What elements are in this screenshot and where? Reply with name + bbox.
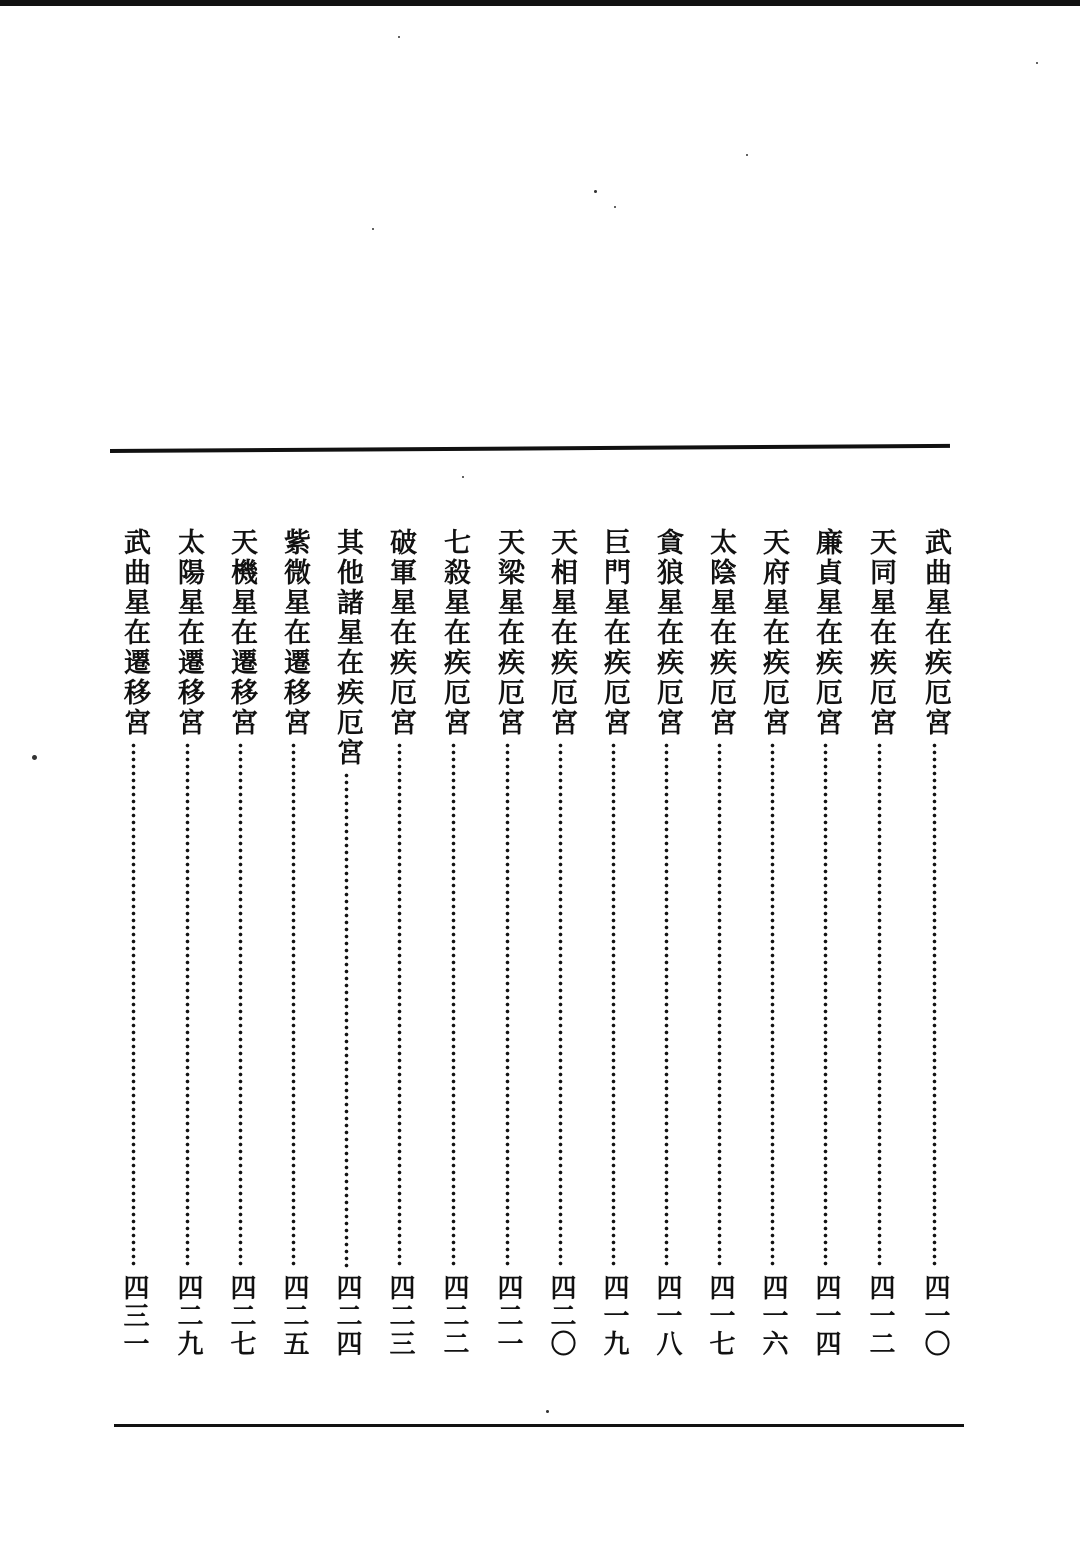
toc-entry-page: 四一六 [758,1274,788,1358]
toc-entry [860,528,900,1358]
dot-leader [770,742,775,1268]
dot-leader [185,742,190,1268]
toc-entry [221,528,261,1358]
toc-entry-title: 天同星在疾厄宮 [865,528,896,738]
toc-entry-page: 四三一 [119,1274,149,1358]
dot-leader [877,742,882,1268]
dot-leader [131,742,136,1268]
dot-leader [664,742,669,1268]
toc-entry [753,528,793,1358]
toc-entry-page: 四二七 [226,1274,256,1358]
toc-entry-title: 武曲星在疾厄宮 [920,528,951,738]
toc-entry [434,528,474,1358]
toc-entry-title: 其他諸星在疾厄宮 [332,528,363,768]
toc-entry-page: 四一〇 [920,1274,950,1358]
toc-entry-page: 四二〇 [546,1274,576,1358]
toc-entry-page: 四一四 [811,1274,841,1358]
toc-entry-title: 破軍星在疾厄宮 [385,528,416,738]
dot-leader [717,742,722,1268]
dot-leader [558,742,563,1268]
toc-entry-page: 四二四 [332,1274,362,1358]
dot-leader [932,742,937,1268]
toc-entry [700,528,740,1358]
toc-entry-title: 太陽星在遷移宮 [173,528,204,738]
toc-entry-title: 太陰星在疾厄宮 [705,528,736,738]
toc-entry [488,528,528,1358]
toc-entry-page: 四一二 [865,1274,895,1358]
toc-entry [327,528,367,1358]
toc-entry [168,528,208,1358]
toc-entry-title: 廉貞星在疾厄宮 [811,528,842,738]
toc-entry-page: 四一八 [652,1274,682,1358]
toc-entry-title: 紫微星在遷移宮 [279,528,310,738]
toc-entry-title: 天機星在遷移宮 [226,528,257,738]
toc-entry [647,528,687,1358]
toc-entry [915,528,955,1358]
toc-entry-page: 四一九 [599,1274,629,1358]
toc-entry-title: 貪狼星在疾厄宮 [652,528,683,738]
toc-entry-title: 天梁星在疾厄宮 [493,528,524,738]
toc-entry-title: 天府星在疾厄宮 [758,528,789,738]
toc-entry-title: 武曲星在遷移宮 [119,528,150,738]
toc-entry [594,528,634,1358]
dot-leader [451,742,456,1268]
toc-entry-page: 四二三 [385,1274,415,1358]
dot-leader [291,742,296,1268]
toc-entry [380,528,420,1358]
dot-leader [238,742,243,1268]
toc-entry-page: 四一七 [705,1274,735,1358]
dot-leader [611,742,616,1268]
toc-entry [274,528,314,1358]
toc-entry-page: 四二一 [493,1274,523,1358]
toc-entry-page: 四二五 [279,1274,309,1358]
toc-entry-page: 四二二 [439,1274,469,1358]
toc-entry [541,528,581,1358]
toc-entry [806,528,846,1358]
dot-leader [344,772,349,1268]
toc-entry-title: 巨門星在疾厄宮 [599,528,630,738]
dot-leader [505,742,510,1268]
toc-entry-page: 四二九 [173,1274,203,1358]
toc-entry-title: 七殺星在疾厄宮 [439,528,470,738]
dot-leader [397,742,402,1268]
dot-leader [823,742,828,1268]
toc-entry [114,528,154,1358]
toc-entry-title: 天相星在疾厄宮 [546,528,577,738]
